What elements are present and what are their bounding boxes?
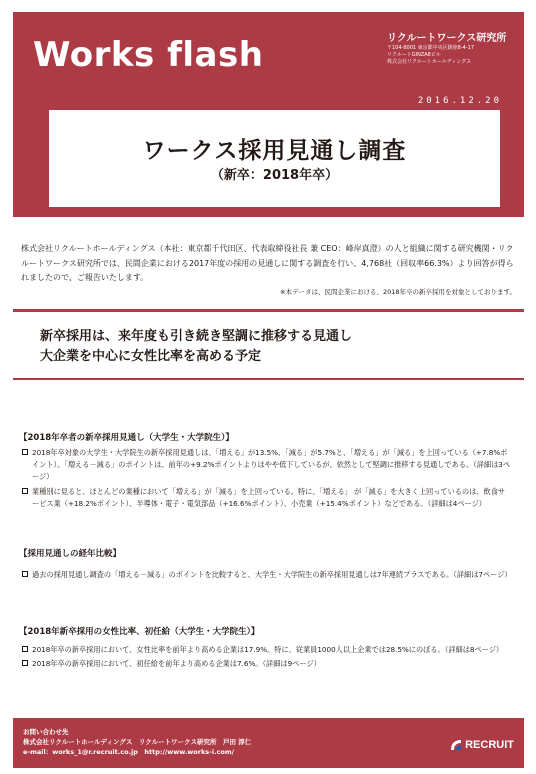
headline-top-rule <box>13 309 524 312</box>
list-item <box>22 447 512 484</box>
header-banner <box>13 12 524 217</box>
section-bullets <box>22 569 512 583</box>
section-title: 【採用見通しの経年比較】 <box>19 549 122 559</box>
page-title: ワークス採用見通し調査 <box>142 138 407 164</box>
works-flash-logo: Works flash <box>33 35 264 75</box>
publisher-name: リクルートワークス研究所 <box>387 33 507 44</box>
recruit-logo <box>449 738 514 752</box>
title-box <box>49 110 500 207</box>
list-item <box>22 569 512 581</box>
publisher-building: リクルートGINZA8ビル <box>387 52 441 58</box>
checkbox-square-icon <box>22 571 28 577</box>
headline-bottom-rule <box>13 378 524 380</box>
footer <box>13 718 524 768</box>
page-subtitle: （新卒：2018年卒） <box>210 168 339 183</box>
checkbox-square-icon <box>22 660 28 666</box>
headline <box>40 327 352 367</box>
section-bullets <box>22 447 512 512</box>
list-item <box>22 658 512 670</box>
intro-paragraph: 株式会社リクルートホールディングス（本社：東京都千代田区、代表取締役社長 兼 CEO：峰岸真澄）の人と組織に関する研究機関・リクルートワークス研究所では、民間企業における2017年度の採用の見通しに関する調査を行い、4,768社（回収率66.3%）より回答が得られましたので、ご報告いたします。 <box>21 244 514 282</box>
headline-line-1: 新卒採用は、来年度も引き続き堅調に推移する見通し <box>40 329 353 344</box>
list-item <box>22 486 512 510</box>
list-item-text: 過去の採用見通し調査の「増える－減る」のポイントを比較すると、大学生・大学院生の新卒採用見通しは7年連続プラスである。（詳細は7ページ） <box>32 570 512 579</box>
section-title: 【2018年卒者の新卒採用見通し（大学生・大学院生）】 <box>19 433 234 443</box>
list-item-text: 業種別に見ると、ほとんどの業種において「増える」が「減る」を上回っている。特に、「増える」 が「減る」を大きく上回っているのは、飲食サービス業（+18.2%ポイント）、半導体・電子・電気部品（+16.6%ポイント）、小売業（+15.4%ポイント）などである。（詳細は4ページ） <box>32 486 506 508</box>
publisher-company: 株式会社リクルートホールディングス <box>387 59 472 65</box>
recruit-wordmark: RECRUIT <box>465 739 514 751</box>
contact-label: お問い合わせ先 <box>23 728 69 736</box>
publisher-address: 〒104-8001 東京都中央区銀座8-4-17 <box>387 45 474 51</box>
data-note: ※本データは、民間企業における、2018年卒の新卒採用を対象としております。 <box>280 288 516 296</box>
checkbox-square-icon <box>22 449 28 455</box>
headline-line-2: 大企業を中心に女性比率を高める予定 <box>40 349 262 364</box>
section-title: 【2018年新卒採用の女性比率、初任給（大学生・大学院生）】 <box>19 627 260 637</box>
list-item-text: 2018年卒の新卒採用において、初任給を前年より高める企業は7.6%。（詳細は9ページ） <box>32 659 321 669</box>
contact-organization: 株式会社リクルートホールディングス リクルートワークス研究所 戸田 淳仁 <box>23 738 252 746</box>
checkbox-square-icon <box>22 646 28 652</box>
recruit-mark-icon <box>449 738 463 752</box>
list-item <box>22 644 512 656</box>
publication-date: 2016.12.20 <box>417 96 502 106</box>
contact-email[interactable]: e-mail：works_1@r.recruit.co.jp http://www.works-i.com/ <box>23 748 235 756</box>
list-item-text: 2018年卒対象の大学生・大学院生の新卒採用見通しは、「増える」が13.5%、「減る」が5.7%と、「増える」が「減る」を上回っている（+7.8%ポイント）。「増える－減る」のポイントは、前年の+9.2%ポイントよりはやや低下しているが、依然として堅調に推移する見通しである。（詳細は3ページ） <box>32 448 511 482</box>
section-bullets <box>22 644 512 672</box>
checkbox-square-icon <box>22 488 28 494</box>
publisher-info <box>387 32 512 66</box>
list-item-text: 2018年卒の新卒採用において、女性比率を前年より高める企業は17.9%。特に、従業員1000人以上企業では28.5%にのぼる。（詳細は8ページ） <box>32 645 504 654</box>
contact-info <box>23 727 251 757</box>
